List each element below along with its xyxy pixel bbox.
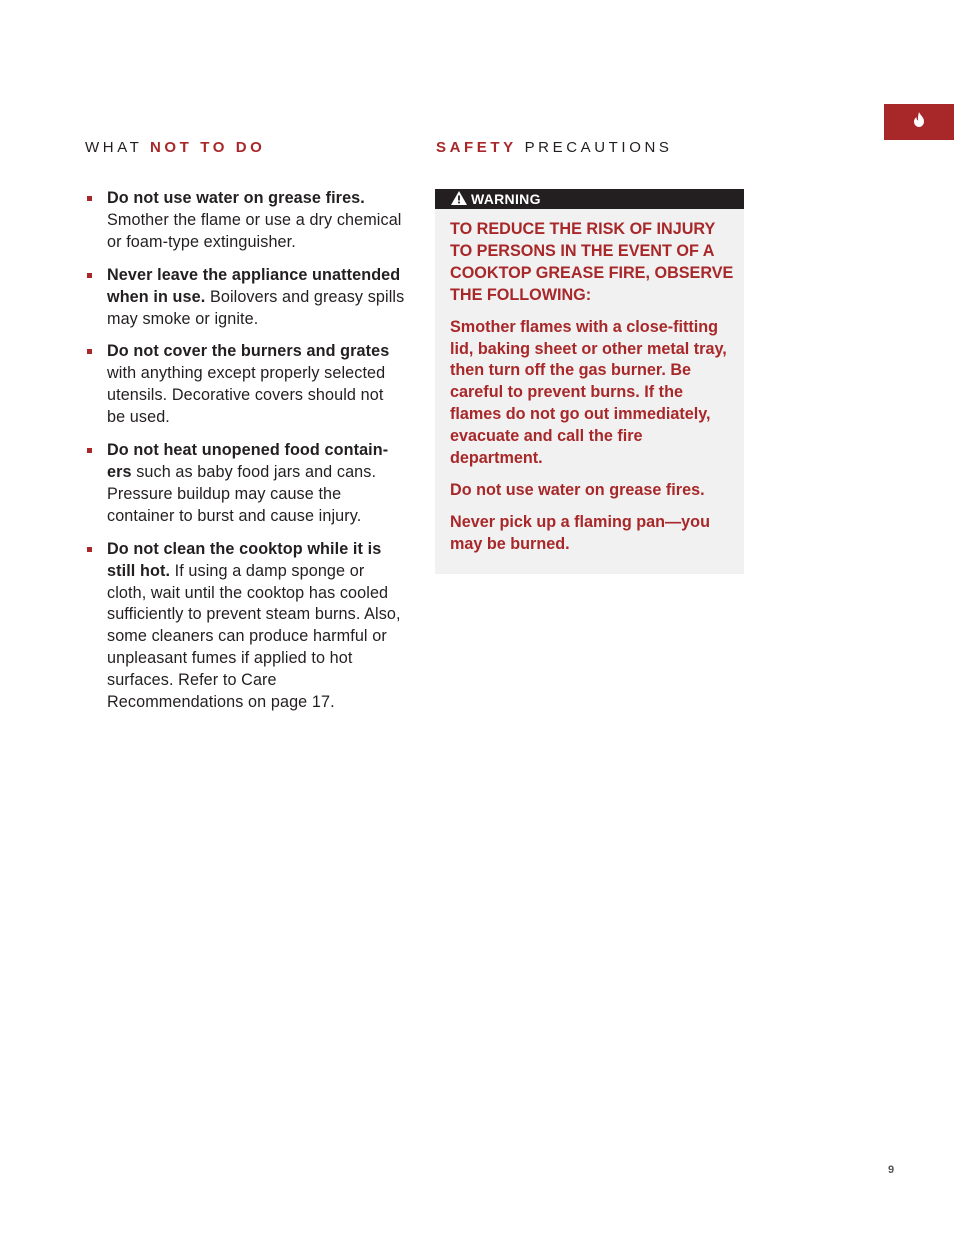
heading-accent: SAFETY <box>436 139 517 156</box>
warning-label: WARNING <box>471 191 541 207</box>
bullet-square-icon <box>87 547 92 552</box>
item-text: with anything except properly selected utensils. Decorative covers should not be used. <box>107 364 386 427</box>
warning-paragraph: TO REDUCE THE RISK OF INJURY TO PERSONS IN THE EVENT OF A COOKTOP GREASE FIRE, OBSERVE THE FOLLOWING: <box>450 220 734 304</box>
item-lead: Do not clean the cooktop while it is still hot. <box>107 539 382 580</box>
bullet-square-icon <box>87 196 92 201</box>
warning-text <box>435 209 744 556</box>
bullet-square-icon <box>87 349 92 354</box>
list-item <box>85 440 405 528</box>
list-item <box>85 341 405 429</box>
what-not-to-do-heading <box>85 139 265 156</box>
warning-paragraph: Never pick up a flaming pan—you may be burned. <box>450 512 710 553</box>
list-item <box>85 188 405 254</box>
warning-box <box>435 189 744 574</box>
item-lead: Do not use water on grease fires. <box>107 189 365 207</box>
warning-paragraph: Smother flames with a close-fitting lid, baking sheet or other metal tray, then turn off the gas burner. Be careful to prevent burns. If the flames do not go out immediately, evacuate and call the fire department. <box>450 317 727 468</box>
warning-paragraph: Do not use water on grease fires. <box>450 480 705 499</box>
list-item <box>85 265 405 331</box>
item-text: Smother the flame or use a dry chemical or foam-type extinguisher. <box>107 210 402 251</box>
list-item <box>85 539 405 714</box>
heading-plain: PRECAUTIONS <box>524 139 673 156</box>
safety-precautions-heading <box>436 139 673 156</box>
page-number: 9 <box>888 1164 895 1176</box>
heading-plain: WHAT <box>85 139 143 156</box>
flame-icon <box>913 112 925 132</box>
item-text: Boilovers and greasy spills may smoke or ignite. <box>107 287 405 328</box>
warning-triangle-icon <box>451 191 471 208</box>
bullet-square-icon <box>87 448 92 453</box>
warning-bar <box>435 189 744 209</box>
item-lead: Never leave the appliance unattended when in use. <box>107 265 401 306</box>
not-to-do-list <box>85 188 405 725</box>
item-lead: Do not heat unopened food containers <box>107 441 389 481</box>
item-text: If using a damp sponge or cloth, wait until the cooktop has cooled sufficiently to prevent steam burns. Also, some cleaners can produce harmful or unpleasant fumes if applied to hot surfaces. Refer to Care Recommendations on page 17. <box>107 561 401 712</box>
item-text: such as baby food jars and cans. Pressure buildup may cause the container to burst and cause injury. <box>107 462 377 525</box>
bullet-square-icon <box>87 273 92 278</box>
heading-accent: NOT TO DO <box>149 139 266 156</box>
section-tab <box>884 104 954 140</box>
item-lead: Do not cover the burners and grates <box>107 342 390 361</box>
